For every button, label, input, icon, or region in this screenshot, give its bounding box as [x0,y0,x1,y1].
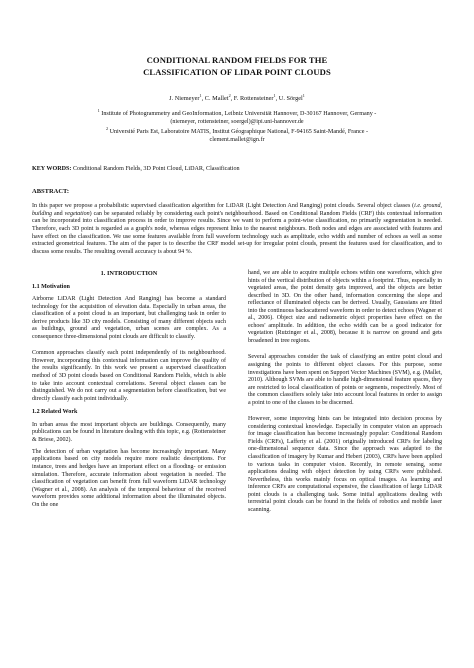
paragraph-related-work-2: The detection of urban vegetation has become increasingly important. Many applications based on city models require more realistic descriptions. For instance, trees and hedges have an important effect on a flooding- or emission simulation. Therefore, accurate information about vegetation is needed. The classification of vegetation can benefit from full waveform LiDAR technology (Wagner et al., 2008). An analysis of the temporal behaviour of the received waveform provides some additional information about the illuminated objects. On the one [32,448,226,508]
affiliation-2-line-1 [55,125,419,136]
paragraph-right-2: Several approaches consider the task of classifying an entire point cloud and assigning the points to different object classes. For this purpose, some investigations have been spent on Support Vector Machines (SVM), e.g. (Mallet, 2010). Although SVMs are able to handle high-dimensional feature spaces, they are restricted to local classification of points or segments, respectively. Most of the common classifiers solely take into account local features in order to assign a point to one of the classes to be discerned. [248,354,442,406]
keywords [32,165,442,173]
author-2: , C. Mallet [201,95,229,102]
author-4: , U. Sörgel [275,95,303,102]
subsection-title-related-work: 1.2 Related Work [32,409,78,416]
paragraph-right-3: However, some improving hints can be integrated into decision process by considering contextual knowledge. Especially in computer vision an approach for image classification has become increasingly popular: Conditional Random Fields (CRFs), Lafferty et al. (2001) originally introduced CRFs for labeling one-dimensional sequence data. Since the approach was adapted to the classification of imagery by Kumar and Hebert (2003), CRFs have been applied to various tasks in computer vision. Recently, in remote sensing, some applications dealing with object detection by using CRFs were published. Nevertheless, this works mainly focus on optical images. As learning and inference CRFs are computational expensive, the classification of large LiDAR point clouds is a challenging task. Some initial applications dealing with terrestrial point clouds can be found in the fields of robotics and mobile laser scanning. [248,416,442,513]
subsection-title-motivation: 1.1 Motivation [32,283,70,290]
affiliation-1-emails: (niemeyer, rottensteiner, soergel)@ipi.uni-hannover.de [170,119,304,126]
paper-title [60,55,414,78]
affiliation-1-institute: Institute of Photogrammetry and GeoInformation, Leibniz Universität Hannover, D-30167 Hannover, Germany - [99,111,377,117]
paragraph-motivation-2: Common approaches classify each point independently of its neighbourhood. However, incorporating this contextual information can improve the quality of the results significantly. In this work we present a supervised classification method of 3D point clouds based on Conditional Random Fields, which is able to take into account contextual correlations. Several object classes can be distinguished. We do not carry out a segmentation before classification, but we directly classify each point individually. [32,350,226,402]
right-column [248,270,442,519]
affiliation-1-marker: 1 [97,107,100,113]
affiliation-2-marker: 2 [105,125,109,131]
affiliation-1-line-1 [55,107,419,118]
abstract-heading: ABSTRACT: [32,188,70,195]
title-line-2: CLASSIFICATION OF LIDAR POINT CLOUDS [143,66,331,77]
paragraph-motivation-1: Airborne LiDAR (Light Detection And Ranging) has become a standard technology for the acquisition of elevation data. Especially in urban areas, the classification of a point cloud is an important, but challenging task in order to derive products like 3D city models. Consisting of many different objects such as buildings, ground and vegetation, urban scenes are complex. As a consequence three-dimensional point clouds are difficult to classify. [32,296,226,340]
author-1-affil: 1 [199,92,202,98]
affiliation-2-emails: clement.mallet@ign.fr [209,137,265,144]
affiliation-2-institute: Université Paris Est, Laboratoire MATIS, Institut Géographique National, F-94165 Saint-Mandé, France - [108,129,369,135]
author-1: J. Niemeyer [169,95,200,102]
author-2-affil: 2 [228,92,231,98]
keywords-text: Conditional Random Fields, 3D Point Cloud, LiDAR, Classification [71,166,240,172]
abstract-text-2: ) can be separated reliably by considering each point's neighbourhood. Based on Conditional Random Fields (CRF) this contextual information can be incorporated into classification process in order to improve results. Since we want to perform a point-wise classification, no primarily segmentation is needed. Therefore, each 3D point is regarded as a graph's node, whereas edges represent links to the nearest neighbours. Both nodes and edges are associated with features and have effect on the classification. We use some features available from full waveform technology such as amplitude, echo width and number of echoes as well as some extracted geometrical features. The aim of the paper is to describe the CRF model set-up for irregular point clouds, present the features used for classification, and to discuss some results. The resulting overall accuracy is about 94 %. [32,210,442,255]
abstract-italic-1: i.e. ground, building [32,203,442,217]
section-title-introduction: 1. INTRODUCTION [100,270,158,277]
affiliation-2 [55,125,419,144]
abstract-italic-2: vegetation [64,210,90,217]
author-3-affil: 1 [273,92,276,98]
left-column [32,270,226,514]
abstract-body [32,203,442,257]
abstract-text-1: In this paper we propose a probabilistic supervised classification algorithm for LiDAR (Light Detection And Ranging) point clouds. Several object classes ( [32,203,415,209]
author-list [40,92,434,103]
author-4-affil: 1 [302,92,305,98]
title-line-1: CONDITIONAL RANDOM FIELDS FOR THE [146,55,328,65]
paragraph-right-1: hand, we are able to acquire multiple echoes within one waveform, which give hints of the vertical distribution of objects within a footprint. Thus, especially in vegetated areas, the point density gets improved, and the objects are better described in 3D. On the other hand, information concerning the slope and reflectance of illuminated objects can be derived. Usually, Gaussians are fitted into the continuous backscattered waveform in order to detect echoes (Wagner et al., 2006). Object size and radiometric object properties have effect on the echoes' amplitude. In addition, the echo width can be a good indicator for vegetation (Rutzinger et al., 2008), because it is narrow on ground and gets broadened in tree regions. [248,270,442,344]
author-3: , F. Rottensteiner [230,95,274,102]
abstract-text-and: and [52,210,65,217]
affiliation-1 [55,107,419,126]
paragraph-related-work-1: In urban areas the most important objects are buildings. Consequently, many publications can be found in literature dealing with this topic, e.g. (Rottensteiner & Briese, 2002). [32,421,226,443]
keywords-label: KEY WORDS: [32,166,72,172]
